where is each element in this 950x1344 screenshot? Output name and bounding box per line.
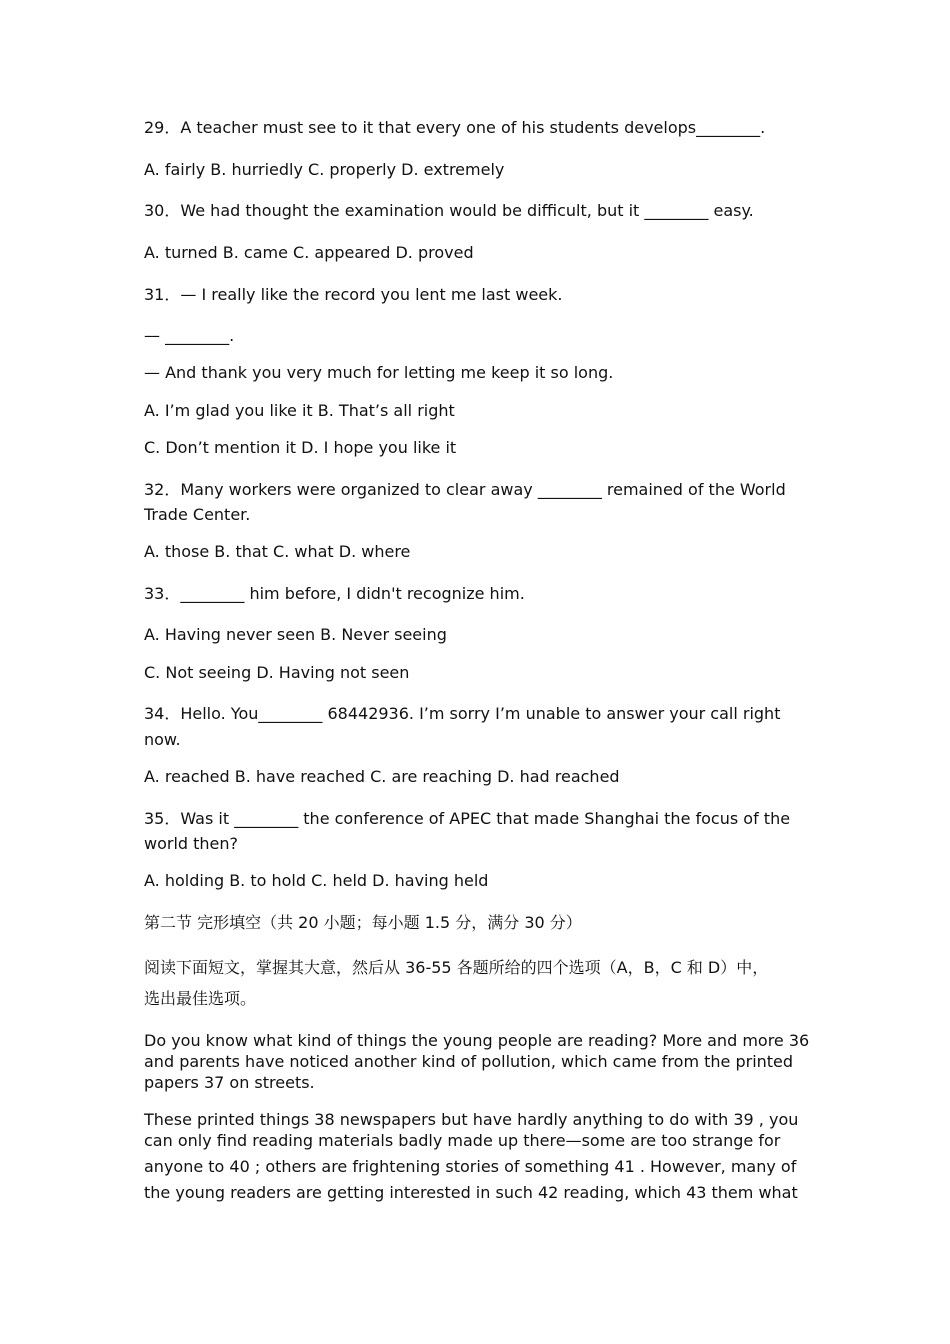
question-31: 31．— I really like the record you lent me last week. (144, 285, 563, 304)
question-35-line-2: world then? (144, 834, 239, 853)
question-33: 33．________ him before, I didn't recognize him. (144, 584, 525, 603)
instruction-line-2: 选出最佳选项。 (144, 989, 257, 1008)
question-32-line-1: 32．Many workers were organized to clear away ________ remained of the World (144, 480, 786, 499)
passage-paragraph-2-line-3: anyone to 40 ; others are frightening stories of something 41 . However, many of (144, 1157, 797, 1176)
question-31-reply: — And thank you very much for letting me keep it so long. (144, 363, 614, 382)
question-34-options: A. reached B. have reached C. are reaching D. had reached (144, 767, 620, 786)
passage-paragraph-1-line-3: papers 37 on streets. (144, 1073, 315, 1092)
question-35-options: A. holding B. to hold C. held D. having held (144, 871, 489, 890)
question-30-options: A. turned B. came C. appeared D. proved (144, 243, 474, 262)
passage-paragraph-1-line-1: Do you know what kind of things the young people are reading? More and more 36 (144, 1031, 810, 1050)
instruction-line-1: 阅读下面短文，掌握其大意，然后从 36-55 各题所给的四个选项（A，B，C 和 D）中， (144, 958, 769, 977)
question-29: 29．A teacher must see to it that every one of his students develops________. (144, 118, 766, 137)
question-34-line-1: 34．Hello. You________ 68442936. I’m sorry I’m unable to answer your call right (144, 704, 781, 723)
question-32-line-2: Trade Center. (144, 505, 251, 524)
section-heading: 第二节 完形填空（共 20 小题；每小题 1.5 分，满分 30 分） (144, 913, 582, 932)
passage-paragraph-1-line-2: and parents have noticed another kind of pollution, which came from the printed (144, 1052, 794, 1071)
question-29-options: A. fairly B. hurriedly C. properly D. extremely (144, 160, 505, 179)
question-31-options-2: C. Don’t mention it D. I hope you like it (144, 438, 457, 457)
question-31-blank: — ________. (144, 326, 235, 345)
question-30: 30．We had thought the examination would be difficult, but it ________ easy. (144, 201, 754, 220)
question-33-options-1: A. Having never seen B. Never seeing (144, 625, 447, 644)
passage-paragraph-2-line-4: the young readers are getting interested in such 42 reading, which 43 them what (144, 1183, 798, 1202)
question-35-line-1: 35．Was it ________ the conference of APEC that made Shanghai the focus of the (144, 809, 791, 828)
question-34-line-2: now. (144, 730, 181, 749)
question-33-options-2: C. Not seeing D. Having not seen (144, 663, 410, 682)
passage-paragraph-2-line-2: can only find reading materials badly made up there—some are too strange for (144, 1131, 781, 1150)
passage-paragraph-2-line-1: These printed things 38 newspapers but have hardly anything to do with 39 , you (144, 1110, 799, 1129)
question-31-options-1: A. I’m glad you like it B. That’s all right (144, 401, 455, 420)
question-32-options: A. those B. that C. what D. where (144, 542, 411, 561)
